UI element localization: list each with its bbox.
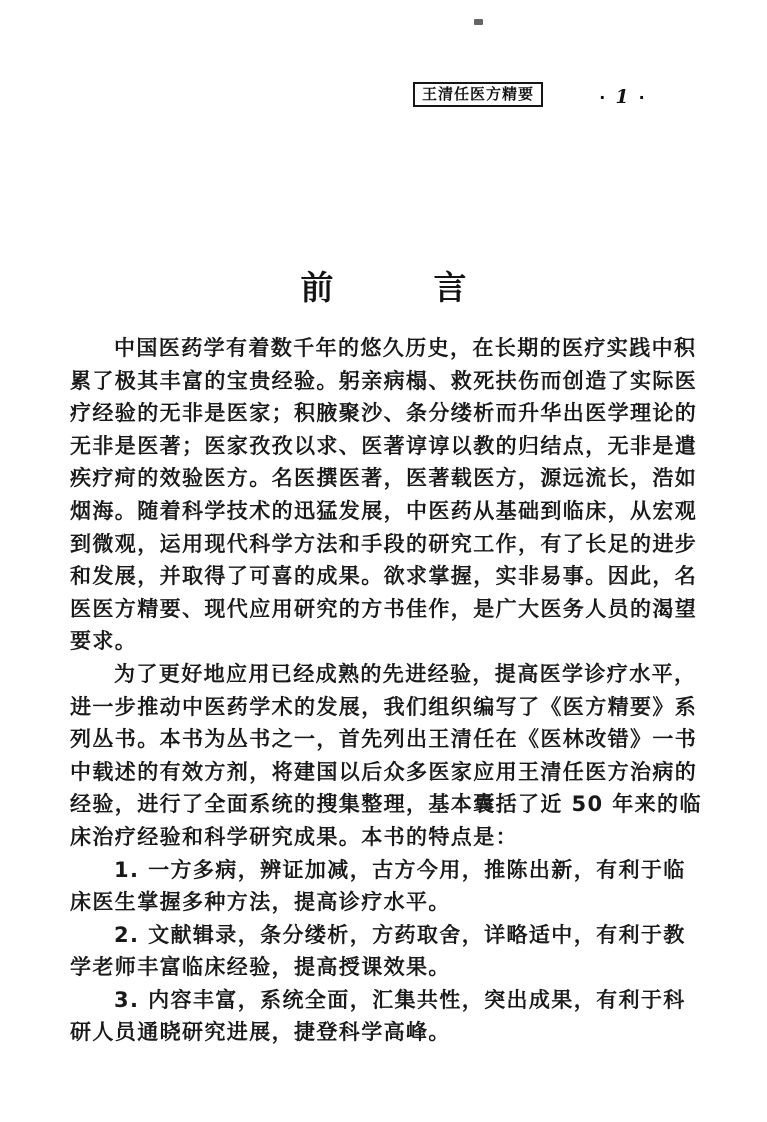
text-line: 3. 内容丰富，系统全面，汇集共性，突出成果，有利于科 [114, 987, 686, 1012]
text-line: 中载述的有效方剂，将建国以后众多医家应用王清任医方治病的 [70, 759, 698, 784]
text-line: 进一步推动中医药学术的发展，我们组织编写了《医方精要》系 [70, 694, 698, 719]
preface-title [0, 262, 767, 309]
text-line: 无非是医著；医家孜孜以求、医著谆谆以教的归结点，无非是遣 [70, 433, 698, 458]
text-line: 和发展，并取得了可喜的成果。欲求掌握，实非易事。因此，名 [70, 564, 698, 589]
text-line: 烟海。随着科学技术的迅猛发展，中医药从基础到临床，从宏观 [70, 498, 698, 523]
running-head-book-title: 王清任医方精要 [413, 82, 543, 107]
preface-title-char-2: 言 [433, 268, 467, 307]
page-number-dot-left: · [599, 88, 608, 107]
text-line: 为了更好地应用已经成熟的先进经验，提高医学诊疗水平， [114, 661, 697, 686]
body-text [70, 332, 702, 1049]
text-line: 学老师丰富临床经验，提高授课效果。 [70, 955, 451, 980]
text-line: 疗经验的无非是医家；积腋聚沙、条分缕析而升华出医学理论的 [70, 401, 698, 426]
text-line: 要求。 [70, 629, 138, 654]
text-line: 列丛书。本书为丛书之一，首先列出王清任在《医林改错》一书 [70, 727, 698, 752]
text-line: 1. 一方多病，辨证加减，古方今用，推陈出新，有利于临 [114, 857, 686, 882]
scan-artifact-mark [474, 19, 483, 25]
text-line: 累了极其丰富的宝贵经验。躬亲病榻、救死扶伤而创造了实际医 [70, 368, 698, 393]
page-number-value: 1 [615, 86, 631, 108]
text-line: 疾疗疴的效验医方。名医撰医著，医著载医方，源远流长，浩如 [70, 466, 698, 491]
text-line: 2. 文献辑录，条分缕析，方药取舍，详略适中，有利于教 [114, 922, 686, 947]
text-line: 中国医药学有着数千年的悠久历史，在长期的医疗实践中积 [114, 336, 697, 360]
text-line: 研人员通晓研究进展，捷登科学高峰。 [70, 1020, 451, 1045]
preface-title-char-1: 前 [300, 268, 334, 307]
text-line: 到微观，运用现代科学方法和手段的研究工作，有了长足的进步 [70, 531, 698, 556]
page-number-dot-right: · [638, 88, 647, 107]
text-line: 医医方精要、现代应用研究的方书佳作，是广大医务人员的渴望 [70, 596, 698, 621]
text-line: 经验，进行了全面系统的搜集整理，基本囊括了近 50 年来的临 [70, 792, 702, 817]
text-line: 床医生掌握多种方法，提高诊疗水平。 [70, 890, 451, 915]
page-number [583, 86, 663, 108]
text-line: 床治疗经验和科学研究成果。本书的特点是： [70, 824, 518, 849]
running-head [0, 82, 767, 116]
